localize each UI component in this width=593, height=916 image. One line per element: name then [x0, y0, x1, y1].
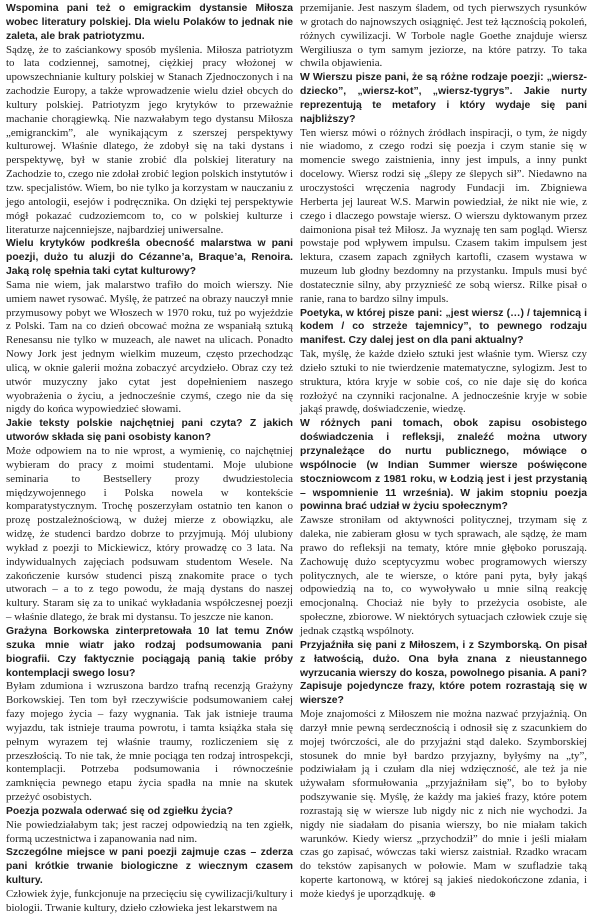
- answer-paragraph: Może odpowiem na to nie wprost, a wymienię, co najchętniej wybieram do pracy z moimi studentami. Moje ulubione seminaria to Bestsellery prozy dwudziestolecia międzywojennego i Polska nowela w kontekście komparatystycznym. Trochę poszerzyłam ostatnio ten kanon o prozę postzależnościową, w dużej mierze z obowiązku, ale widzę, że studenci bardzo dobrze to przyjmują. Mój ulubiony wykład z poezji to Mickiewicz, który prowadzę co 3 lata. Na indywidualnych zajęciach podsuwam studentom Wesele. Na zakończenie kursów studenci piszą znakomite prace o tych utworach – a to z tego powodu, że mają dystans do naszej kultury. Staram się za to unikać wykładania współczesnej poezji – właśnie dlatego, że brak mi dystansu. To jeszcze nie kanon.: [6, 445, 293, 624]
- question-paragraph: Poetyka, w której pisze pani: „jest wiersz (…) / tajemnicą i kodem / co strzeże tajemnicy”, to pewnego rodzaju manifest. Czy dalej jest on dla pani aktualny?: [300, 307, 587, 347]
- answer-paragraph: przemijanie. Jest naszym śladem, od tych pierwszych rysunków w grotach do najnowszych osiągnięć. Jest też łącznością pokoleń, różnych cywilizacji. W Torbole nagle Goethe znajduje wiersz Wergiliusza o tym samym jeziorze, na które patrzy. To taka chwila objawienia.: [300, 2, 587, 70]
- answer-paragraph: Sama nie wiem, jak malarstwo trafiło do moich wierszy. Nie umiem nawet rysować. Myślę, że patrzeć na obrazy nauczył mnie przymusowy pobyt we Włoszech w 1970 roku, tuż po wyjeździe z Polski. Tam na co dzień obcować można ze wspaniałą sztuką Renesansu nie tylko w muzeach, ale nawet na ulicach. Ponadto Nowy Jork jest jednym wielkim muzeum, często przechodząc ulicą, w oknie galerii można zobaczyć arcydzieło. Obraz czy też utwór muzyczny jako cytat jest dopełnieniem naszego wyobrażenia o życiu, a jednocześnie czymś, czego nie da się nigdy do końca wypowiedzieć słowami.: [6, 278, 293, 416]
- answer-paragraph: Zawsze stroniłam od aktywności politycznej, trzymam się z daleka, nie zabieram głosu w tych sprawach, ale sądzę, że mam prawo do refleksji na tematy, które mnie głęboko poruszają. Zachowuję dużo sceptycyzmu wobec programowych wierszy politycznych, ale te wiersze, o które pani pyta, były jakąś odpowiedzią na to, co wywoływało u mnie silną reakcję emocjonalną. Chociaż nie były to przeżycia osobiste, ale społeczne, zbiorowe. W niektórych sytuacjach człowiek czuje się jednak cząstką wspólnoty.: [300, 514, 587, 637]
- column-left: [6, 2, 293, 914]
- question-paragraph: Grażyna Borkowska zinterpretowała 10 lat temu Znów szuka mnie wiatr jako rodzaj podsumowania pani biografii. Czy faktycznie pociągają panią takie próby kontemplacji swego losu?: [6, 625, 293, 679]
- answer-paragraph: Człowiek żyje, funkcjonuje na przecięciu się cywilizacji/kultury i biologii. Trwanie kultury, dzieło człowieka jest lekarstwem na: [6, 888, 293, 914]
- end-of-article-icon: ⊕: [428, 889, 437, 899]
- answer-paragraph: Ten wiersz mówi o różnych źródłach inspiracji, o tym, że nigdy nie wiadomo, z czego rodzi się poezja i czym stanie się w momencie swego zaistnienia, inny jest impuls, a inny punkt docelowy. Wiersz rodzi się „ślepy ze ślepych sił”. Niedawno na uroczystości wręczenia nagrody Fundacji im. Zbigniewa Herberta jej laureat W.S. Marwin powiedział, że nikt nie wie, z czego i dlaczego powstaje wiersz. O wierszu dyktowanym przez daimoniona pisał też Miłosz. Ja wyznaję ten sam pogląd. Wiersz powstaje pod wpływem impulsu. Czasem takim impulsem jest lektura, czasem zapach zgniłych kartofli, czasem wystawa w muzeum lub głodny bezdomny na przystanku. Impuls musi być dostatecznie silny, aby przyznieść ze sobą wiersz. Rilke pisał o ranie, rana to bardzo silny impuls.: [300, 126, 587, 305]
- question-paragraph: Wspomina pani też o emigrackim dystansie Miłosza wobec literatury polskiej. Dla wielu Polaków to jednak nie zaleta, ale brak patriotyzmu.: [6, 3, 293, 42]
- question-paragraph: Jakie teksty polskie najchętniej pani czyta? Z jakich utworów składa się pani osobisty kanon?: [6, 418, 293, 444]
- column-right: [300, 2, 587, 898]
- question-paragraph: W Wierszu pisze pani, że są różne rodzaje poezji: „wiersz-dziecko”, „wiersz-kot”, „wiersz-tygrys”. Jakie nurty reprezentują te metafory i który wydaje się pani najbliższy?: [300, 72, 587, 125]
- question-paragraph: Przyjaźniła się pani z Miłoszem, i z Szymborską. On pisał z łatwością, dużo. Ona była znana z nieustannego wyrzucania wierszy do kosza, powolnego pisania. A pani? Zapisuje pojedyncze frazy, które potem rozrastają się w wiersze?: [300, 639, 587, 707]
- question-paragraph: W różnych pani tomach, obok zapisu osobistego doświadczenia i refleksji, znaleźć można utwory przynależące do nurtu publicznego, mówiące o wspólnocie (w Indian Summer wiersze poświęcone stoczniowcom z 1981 roku, w Łodzią jest i jest przystanią – wspomnienie 11 września). W jakim stopniu poezja powinna brać udział w życiu społecznym?: [300, 418, 587, 513]
- answer-paragraph: Nie powiedziałabym tak; jest raczej odpowiedzią na ten zgiełk, formą uczestnictwa i zapanowania nad nim.: [6, 818, 293, 845]
- answer-paragraph: Sądzę, że to zaściankowy sposób myślenia. Miłosza patriotyzm to lata codziennej, samotnej, ciężkiej pracy włożonej w upowszechnianie kultury polskiej w Stanach Zjednoczonych i na zachodzie Europy, a także wprowadzenie wielu dzieł obcych do kultury polskiej. Patriotyzm jego krytyków to przeważnie machanie chorągiewką. Nie nazwałabym tego dystansu Miłosza „emigranckim”, ale wynikającym z szerszej perspektywy kulturowej. Właśnie dlatego, że zdobył się na taki dystans i perspektywę, był w stanie zrobić dla polskiej literatury na Zachodzie to, czego nie zdołał zrobić legion polskich instytutów i tzw. specjalistów. Wiem, bo nie tylko ja korzystam w nauczaniu z jego antologii, esejów i podręcznika. On dzięki tej perspektywie mógł pokazać cudzoziemcom to, co w polskiej kulturze i literaturze najcenniejsze, najbardziej uniwersalne.: [6, 43, 293, 236]
- answer-paragraph: Tak, myślę, że każde dzieło sztuki jest właśnie tym. Wiersz czy dzieło sztuki to nie twierdzenie matematyczne, sylogizm. Jest to struktura, która kryje w sobie coś, co nie daje się do końca rozłożyć na czynniki racjonalne. A jednocześnie kryje w sobie jakąś prawdę, doświadczenie, wiedzę.: [300, 348, 587, 416]
- question-paragraph: Szczególne miejsce w pani poezji zajmuje czas – zderza pani krótkie trwanie biologiczne z wiecznym czasem kultury.: [6, 847, 293, 887]
- answer-text: Moje znajomości z Miłoszem nie można nazwać przyjaźnią. On darzył mnie pewną serdecznością i odnosił się z szacunkiem do mojej twórczości, ale do przyjaźni stąd daleko. Szymborskiej stosunek do mnie był bardzo przyjazny, byłyśmy na „ty”, podziwiałam ją i czułam dla niej wdzięczność, ale też ja nie używałam sformułowania „przyjaźniłam się”, bo to byłoby podszywanie się. Myślę, że każdy ma jakieś frazy, które potem rozrastają się w wiersze lub nigdy nic z nich nie wychodzi. Ja nigdy nie siadałam do pisania wierszy, bo nie miałam takich warunków. Kiedy wiersz „przychodził” do mnie i jeśli miałam czas go zapisać, wówczas taki wiersz zaistniał. Rzadko wracam do tekstów zapisanych w połowie. Mam w szufladzie taką koperte kartonową, w której są jakieś niedokończone zdania, i może kiedyś je uporządkuję.: [300, 708, 587, 900]
- answer-paragraph: [300, 708, 587, 902]
- question-paragraph: Wielu krytyków podkreśla obecność malarstwa w pani poezji, dużo tu aluzji do Cézanne’a, Braque’a, Renoira. Jaką rolę spełnia taki cytat kulturowy?: [6, 238, 293, 278]
- answer-paragraph: Byłam zdumiona i wzruszona bardzo trafną recenzją Grażyny Borkowskiej. Ten tom był rzeczywiście podsumowaniem całej fazy mojego życia – fazy wygnania. Tak jak istnieje trauma wyjazdu, tak istnieje trauma powrotu, i tamta książka stała się pełnym wyrazem tej właśnie traumy, rozliczeniem się z przeszłością. To nie tak, że mnie pociąga ten rodzaj introspekcji, kontemplacji. Potrzeba podsumowania i równocześnie zamknięcia pewnego etapu życia spadła na mnie na skutek przeżyć osobistych.: [6, 680, 293, 804]
- question-paragraph: Poezja pozwala oderwać się od zgiełku życia?: [6, 805, 233, 817]
